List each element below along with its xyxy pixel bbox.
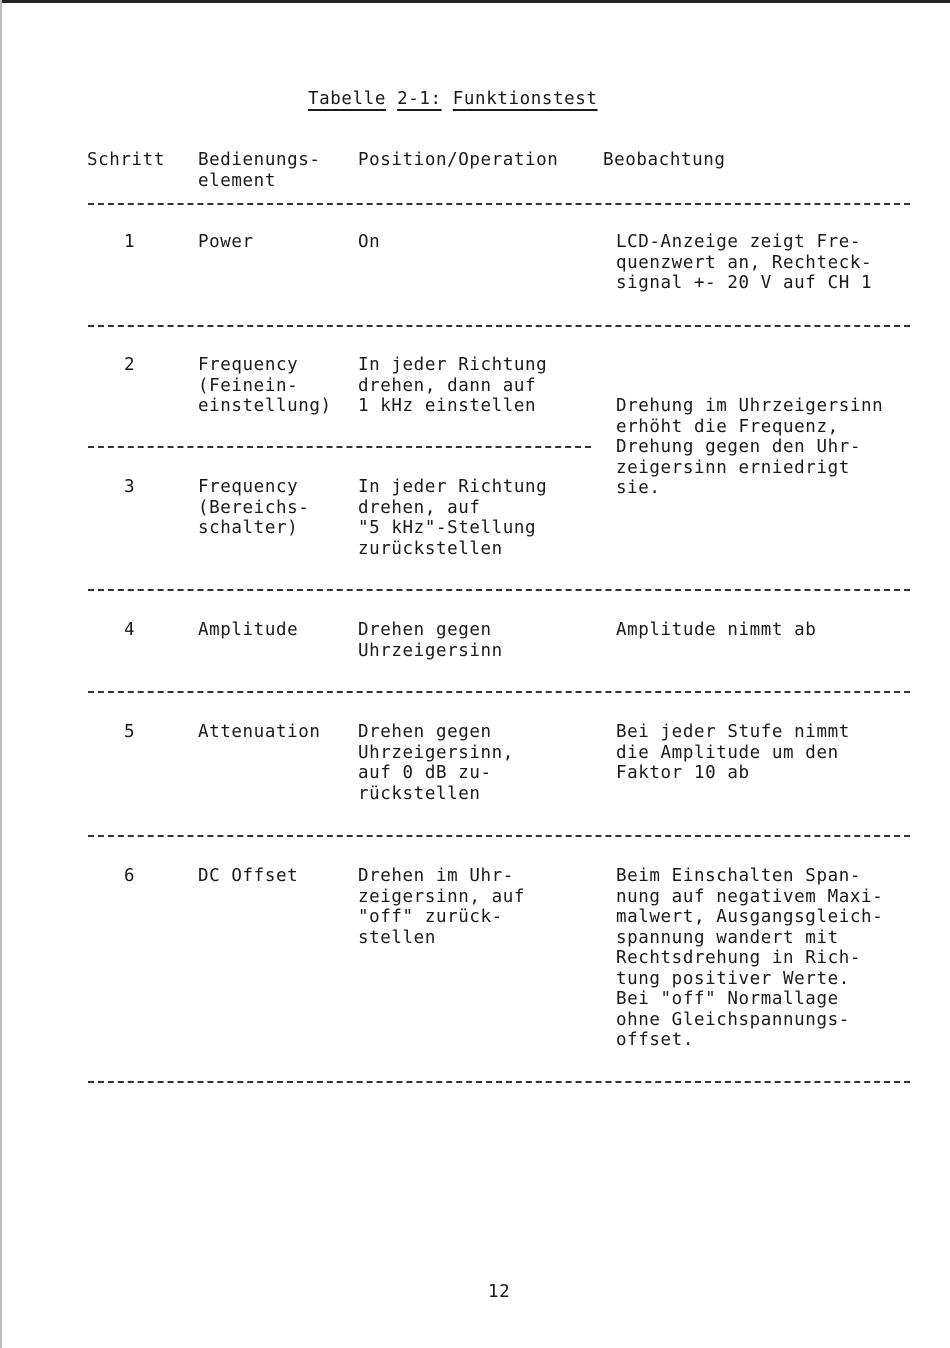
separator-row-1 [88, 325, 910, 327]
row-6-control: DC Offset [198, 866, 299, 886]
row-4-operation: Drehen gegen Uhrzeigersinn [358, 620, 503, 661]
row-1-step: 1 [124, 232, 136, 252]
row-2-control: Frequency (Feinein- einstellung) [198, 355, 332, 416]
row-4-step: 4 [124, 620, 136, 640]
separator-row-6 [88, 1081, 910, 1083]
row-4-control: Amplitude [198, 620, 299, 640]
row-2-step: 2 [124, 355, 136, 375]
row-5-control: Attenuation [198, 722, 321, 742]
row-1-observation: LCD-Anzeige zeigt Fre- quenzwert an, Rechteck- signal +- 20 V auf CH 1 [616, 232, 873, 293]
row-6-step: 6 [124, 866, 136, 886]
row-4-observation: Amplitude nimmt ab [616, 620, 817, 640]
row-3-step: 3 [124, 477, 136, 497]
row-1-control: Power [198, 232, 254, 252]
header-schritt: Schritt [87, 150, 165, 170]
separator-row-2 [88, 446, 591, 448]
row-2-3-observation: Drehung im Uhrzeigersinn erhöht die Frequenz, Drehung gegen den Uhr- zeigersinn erniedrigt sie. [616, 396, 884, 498]
header-position: Position/Operation [358, 150, 559, 170]
page-number: 12 [488, 1282, 511, 1302]
row-3-control: Frequency (Bereichs- schalter) [198, 477, 310, 538]
row-6-observation: Beim Einschalten Span- nung auf negativem Maxi- malwert, Ausgangsgleich- spannung wandert mit Rechtsdrehung in Rich- tung positiver Werte. Bei "off" Normallage ohne Gleichspannungs- offset. [616, 866, 884, 1050]
header-bedienungselement: Bedienungs- element [198, 150, 321, 191]
separator-header [88, 203, 910, 205]
row-3-operation: In jeder Richtung drehen, auf "5 kHz"-Stellung zurückstellen [358, 477, 548, 559]
row-1-operation: On [358, 232, 381, 252]
separator-row-4 [88, 691, 910, 693]
row-5-observation: Bei jeder Stufe nimmt die Amplitude um den Faktor 10 ab [616, 722, 850, 783]
table-title: Tabelle 2-1: Funktionstest [308, 89, 598, 109]
row-6-operation: Drehen im Uhr- zeigersinn, auf "off" zurück- stellen [358, 866, 526, 948]
row-2-operation: In jeder Richtung drehen, dann auf 1 kHz einstellen [358, 355, 548, 416]
header-beobachtung: Beobachtung [603, 150, 726, 170]
separator-row-5 [88, 835, 910, 837]
page-left-edge [0, 0, 2, 1348]
row-5-step: 5 [124, 722, 136, 742]
separator-row-3 [88, 589, 910, 591]
row-5-operation: Drehen gegen Uhrzeigersinn, auf 0 dB zu- rückstellen [358, 722, 514, 804]
page-top-border [0, 0, 950, 3]
